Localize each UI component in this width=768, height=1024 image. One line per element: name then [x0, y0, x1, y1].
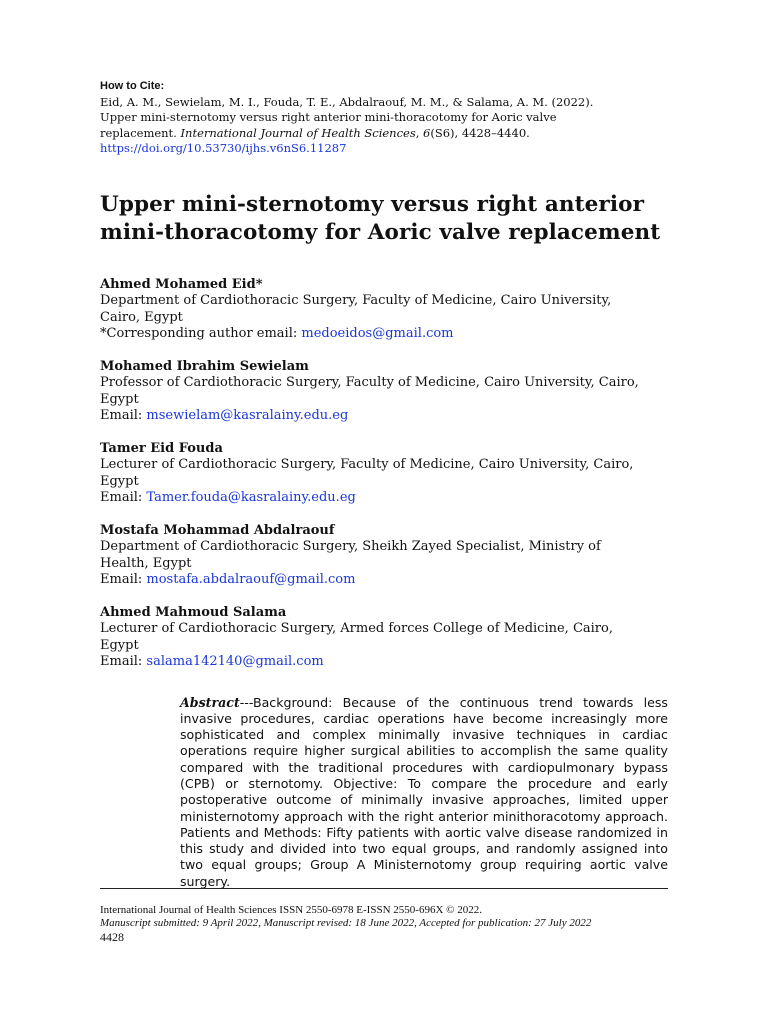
- email-label: Email:: [100, 654, 147, 669]
- footer-journal-info: International Journal of Health Sciences ISSN 2550-6978 E-ISSN 2550-696X © 2022.: [100, 904, 482, 916]
- email-label: Email:: [100, 572, 147, 587]
- author-affiliation: Department of Cardiothoracic Surgery, Sheikh Zayed Specialist, Ministry of: [100, 539, 601, 554]
- email-label: Email:: [100, 490, 147, 505]
- citation-line-3: [100, 126, 668, 142]
- page-footer: [100, 904, 668, 945]
- author-affiliation-cont: Egypt: [100, 391, 139, 407]
- article-title: [100, 191, 668, 247]
- abstract: [180, 695, 668, 891]
- abstract-label: Abstract: [180, 694, 240, 710]
- page-number: 4428: [100, 930, 124, 944]
- citation-issue-pages: (S6), 4428–4440.: [430, 125, 530, 140]
- author-email-link[interactable]: mostafa.abdalraouf@gmail.com: [146, 572, 356, 587]
- citation-line-1: Eid, A. M., Sewielam, M. I., Fouda, T. E., Abdalraouf, M. M., & Salama, A. M. (2022).: [100, 94, 594, 109]
- how-to-cite-colon: :: [160, 80, 165, 92]
- title-line-1: Upper mini-sternotomy versus right anterior: [100, 191, 644, 217]
- author-name: Mostafa Mohammad Abdalraouf: [100, 522, 335, 538]
- author-name: Ahmed Mahmoud Salama: [100, 604, 287, 620]
- author-name: Tamer Eid Fouda: [100, 440, 223, 456]
- author-affiliation: Lecturer of Cardiothoracic Surgery, Armed forces College of Medicine, Cairo,: [100, 621, 613, 636]
- how-to-cite-label: How to Cite: [100, 80, 161, 92]
- author-block: [100, 359, 668, 425]
- author-affiliation: Professor of Cardiothoracic Surgery, Faculty of Medicine, Cairo University, Cairo,: [100, 375, 639, 390]
- citation-replacement-text: replacement.: [100, 125, 181, 140]
- author-email-link[interactable]: medoeidos@gmail.com: [301, 326, 454, 341]
- doi-link[interactable]: https://doi.org/10.53730/ijhs.v6nS6.11287: [100, 141, 347, 155]
- footer-manuscript-dates: Manuscript submitted: 9 April 2022, Manuscript revised: 18 June 2022, Accepted for publication: 27 July 2022: [100, 917, 592, 929]
- author-block: [100, 277, 668, 343]
- article-first-page: [100, 78, 668, 890]
- author-block: [100, 605, 668, 671]
- email-label: *Corresponding author email:: [100, 326, 302, 341]
- title-line-2: mini-thoracotomy for Aoric valve replacement: [100, 219, 661, 245]
- author-block: [100, 441, 668, 507]
- author-affiliation-cont: Cairo, Egypt: [100, 309, 183, 325]
- author-email-link[interactable]: salama142140@gmail.com: [146, 654, 324, 669]
- citation-line-2: Upper mini-sternotomy versus right anterior mini-thoracotomy for Aoric valve: [100, 110, 557, 124]
- author-block: [100, 523, 668, 589]
- citation-volume: 6: [423, 125, 431, 140]
- author-affiliation: Lecturer of Cardiothoracic Surgery, Faculty of Medicine, Cairo University, Cairo,: [100, 457, 634, 472]
- footer-divider: [100, 888, 668, 889]
- author-affiliation: Department of Cardiothoracic Surgery, Faculty of Medicine, Cairo University,: [100, 293, 612, 308]
- citation-comma: ,: [415, 125, 424, 140]
- author-list: [100, 277, 668, 671]
- author-affiliation-cont: Health, Egypt: [100, 555, 192, 571]
- author-name: Mohamed Ibrahim Sewielam: [100, 358, 309, 374]
- author-email-link[interactable]: Tamer.fouda@kasralainy.edu.eg: [146, 490, 356, 505]
- author-affiliation-cont: Egypt: [100, 473, 139, 489]
- author-affiliation-cont: Egypt: [100, 637, 139, 653]
- abstract-text: ---Background: Because of the continuous trend towards less invasive procedures, cardiac operations have become increasingly more sophisticated and complex minimally invasive techniques in cardiac operations require higher surgical abilities to accomplish the same quality compared with the traditional procedures with cardiopulmonary bypass (CPB) or sternotomy. Objective: To compare the procedure and early postoperative outcome of minimally invasive approaches, limited upper ministernotomy approach with the right anterior minithoracotomy approach. Patients and Methods: Fifty patients with aortic valve disease randomized in this study and divided into two equal groups, and randomly assigned into two equal groups; Group A Ministernotomy group requiring aortic valve surgery.: [180, 694, 668, 889]
- author-email-link[interactable]: msewielam@kasralainy.edu.eg: [146, 408, 349, 423]
- citation-journal: International Journal of Health Sciences: [180, 125, 416, 140]
- email-label: Email:: [100, 408, 147, 423]
- how-to-cite-block: [100, 78, 668, 157]
- author-name: Ahmed Mohamed Eid*: [100, 276, 263, 292]
